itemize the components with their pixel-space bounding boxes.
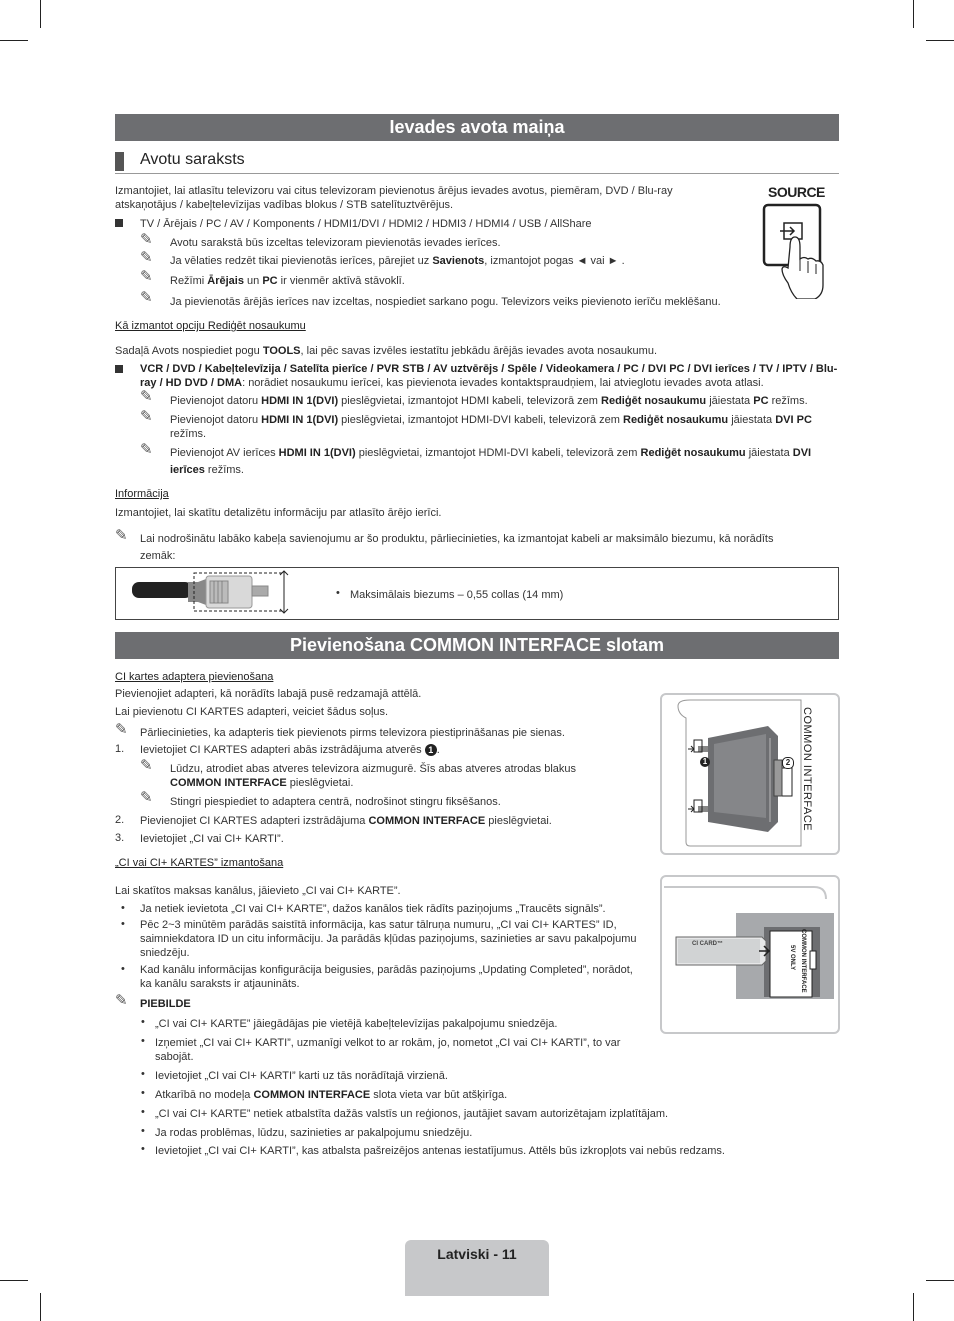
- piebilde-4: Atkarībā no modeļa COMMON INTERFACE slota vieta var būt atšķirīga.: [155, 1089, 508, 1101]
- piebilde-1: „CI vai CI+ KARTE” jāiegādājas pie vietējā kabeļtelevīzijas pakalpojumu sniedzēja.: [155, 1018, 558, 1030]
- bullet-dot: •: [121, 902, 125, 914]
- edit-note-av: Pievienojot AV ierīces HDMI IN 1(DVI) pieslēgvietai, izmantojot HDMI-DVI kabeli, televizorā zem Rediģēt nosaukumu jāiestata DVI: [170, 447, 812, 459]
- subsection-source-list: [115, 149, 839, 174]
- note-icon: ✎: [140, 757, 153, 774]
- ci-bullet-1: Ja netiek ievietota „CI vai CI+ KARTE”, dažos kanālos tiek rādīts paziņojums „Traucēts signāls”.: [140, 903, 606, 915]
- intro-line-1: Izmantojiet, lai atlasītu televizoru vai citus televizoram pievienotus ārējus ievades avotus, piemēram, DVD / Blu-ray: [115, 185, 673, 197]
- note-icon: ✎: [115, 992, 128, 1009]
- bullet-dot: •: [121, 918, 125, 930]
- step-1: Ievietojiet CI KARTES adapteri abās izstrādājuma atverēs 1 .: [140, 744, 440, 756]
- bullet-dot: •: [121, 963, 125, 975]
- source-label: SOURCE: [768, 184, 825, 200]
- note-icon: ✎: [140, 441, 153, 458]
- note-heading: PIEBILDE: [140, 998, 191, 1010]
- piebilde-7: Ievietojiet „CI vai CI+ KARTI”, kas atbalsta pašreizējos antenas iestatījumus. Attēls būs izkropļots vai nebūs redzams.: [155, 1145, 725, 1157]
- subsection-title: Avotu saraksts: [140, 151, 245, 168]
- edit-note-av-2: ierīces režīms.: [170, 464, 244, 476]
- page-footer-tab: [405, 1240, 549, 1296]
- page-number: Latviski - 11: [437, 1246, 517, 1262]
- ci-adapter-figure: [660, 693, 840, 855]
- bullet-dot: •: [336, 587, 340, 599]
- edit-note-dvi-pc-2: režīms.: [170, 428, 207, 440]
- ci-bullet-3-line-2: ka kanālu saraksts ir atjaunināts.: [140, 978, 300, 990]
- ci-adapter-illustration: [668, 698, 803, 848]
- note-icon: ✎: [140, 388, 153, 405]
- source-list: TV / Ārējais / PC / AV / Komponents / HDMI1/DVI / HDMI2 / HDMI3 / HDMI4 / USB / AllShare: [140, 218, 592, 230]
- piebilde-5: „CI vai CI+ KARTE” netiek atbalstīta dažās valstīs un reģionos, jautājiet savam autorizētajam izplatītājam.: [155, 1108, 669, 1120]
- circle-two-icon: 2: [782, 757, 794, 769]
- bullet-dot: •: [141, 1068, 145, 1080]
- note-icon: ✎: [140, 249, 153, 266]
- edit-note-dvi-pc: Pievienojot datoru HDMI IN 1(DVI) pieslēgvietai, izmantojot HDMI-DVI kabeli, televizorā zem Rediģēt nosaukumu jāiestata DVI PC: [170, 414, 812, 426]
- note-connected: Ja vēlaties redzēt tikai pievienotās ierīces, pārejiet uz Savienots, izmantojot pogas ◄ vai ► .: [170, 255, 625, 267]
- step-number: 3.: [115, 832, 125, 844]
- note-icon: ✎: [115, 721, 128, 738]
- note-icon: ✎: [140, 231, 153, 248]
- ci-card-illustration: [664, 879, 834, 1029]
- edit-list-line-2: ray / HD DVD / DMA: norādiet nosaukumu ierīcei, kas pievienota ievades kontaktspraudņiem, lai atvieglotu ievades avota atlasi.: [140, 377, 764, 389]
- edit-list-line-1: VCR / DVD / Kabeļtelevīzija / Satelīta pierīce / PVR STB / AV uztvērējs / Spēle / Videokamera / PC / DVI PC / DVI ierīces / TV / IPTV / Blu-: [140, 363, 838, 375]
- cable-max-thickness: Maksimālais biezums – 0,55 collas (14 mm): [350, 589, 564, 601]
- intro-line-2: atskaņotājus / kabeļtelevīzijas vadības blokus / STB satelītuztvērējus.: [115, 199, 454, 211]
- 5v-only-label: 5V ONLY: [789, 945, 795, 971]
- ci-adapter-line-2: Lai pievienotu CI KARTES adapteri, veiciet šādus soļus.: [115, 706, 389, 718]
- note-icon: ✎: [140, 789, 153, 806]
- section-title-common-interface: Pievienošana COMMON INTERFACE slotam: [115, 632, 839, 659]
- bullet-dot: •: [141, 1143, 145, 1155]
- note-icon: ✎: [115, 527, 128, 544]
- bullet-dot: •: [141, 1087, 145, 1099]
- info-text: Izmantojiet, lai skatītu detalizētu informāciju par atlasīto ārējo ierīci.: [115, 507, 442, 519]
- step-1-note-2: Stingri piespiediet to adaptera centrā, nodrošinot stingru fiksēšanos.: [170, 796, 501, 808]
- square-bullet: [115, 219, 123, 227]
- note-icon: ✎: [140, 289, 153, 306]
- step-2: Pievienojiet CI KARTES adapteri izstrādājuma COMMON INTERFACE pieslēgvietai.: [140, 815, 552, 827]
- bullet-dot: •: [141, 1016, 145, 1028]
- note-icon: ✎: [140, 268, 153, 285]
- ci-bullet-2-line-3: sniedzēju.: [140, 947, 190, 959]
- step-3: Ievietojiet „CI vai CI+ KARTI”.: [140, 833, 284, 845]
- circle-one-icon: 1: [425, 744, 437, 756]
- common-interface-slot-label: COMMON INTERFACE: [800, 929, 806, 993]
- ci-adapter-note: Pārliecinieties, ka adapteris tiek pievienots pirms televizora piestiprināšanas pie sienas.: [140, 727, 565, 739]
- note-highlighted: Avotu sarakstā būs izceltas televizoram pievienotās ievades ierīces.: [170, 237, 501, 249]
- piebilde-2-line-1: Izņemiet „CI vai CI+ KARTI”, uzmanīgi velkot to ar rokām, jo, nometot „CI vai CI+ KARTI”, to var: [155, 1037, 621, 1049]
- ci-card-label: CI CARD™: [692, 941, 723, 947]
- bullet-dot: •: [141, 1035, 145, 1047]
- hdmi-cable-icon: [130, 568, 305, 617]
- note-icon: ✎: [140, 408, 153, 425]
- cable-thickness-box: [115, 567, 839, 620]
- bullet-dot: •: [141, 1106, 145, 1118]
- edit-name-intro: Sadaļā Avots nospiediet pogu TOOLS, lai pēc savas izvēles iestatītu jebkādu ārējās ievades avota nosaukumu.: [115, 345, 657, 357]
- square-bullet: [115, 365, 123, 373]
- bullet-dot: •: [141, 1125, 145, 1137]
- piebilde-6: Ja rodas problēmas, lūdzu, sazinieties ar pakalpojumu sniedzēju.: [155, 1127, 473, 1139]
- piebilde-3: Ievietojiet „CI vai CI+ KARTI” karti uz tās norādītajā virzienā.: [155, 1070, 448, 1082]
- edit-name-heading: Kā izmantot opciju Rediģēt nosaukumu: [115, 320, 306, 332]
- hand-pressing-button-icon: [760, 203, 830, 299]
- note-red-button: Ja pievienotās ārējās ierīces nav izceltas, nospiediet sarkano pogu. Televizors veiks pievienoto ierīču meklēšanu.: [170, 296, 721, 308]
- source-button-illustration: [760, 184, 830, 299]
- cable-note-line-1: Lai nodrošinātu labāko kabeļa savienojumu ar šo produktu, pārliecinieties, ka izmantojat kabeli ar maksimālo biezumu, kā norādīts: [140, 533, 774, 545]
- step-number: 1.: [115, 743, 125, 755]
- piebilde-2-line-2: sabojāt.: [155, 1051, 194, 1063]
- section-title-input-source: Ievades avota maiņa: [115, 114, 839, 141]
- ci-card-figure: [660, 875, 840, 1034]
- step-number: 2.: [115, 814, 125, 826]
- edit-note-hdmi: Pievienojot datoru HDMI IN 1(DVI) pieslēgvietai, izmantojot HDMI kabeli, televizorā zem Rediģēt nosaukumu jāiestata PC režīms.: [170, 395, 808, 407]
- ci-card-heading: „CI vai CI+ KARTES” izmantošana: [115, 857, 284, 869]
- heading-marker: [115, 152, 124, 171]
- ci-adapter-heading: CI kartes adaptera pievienošana: [115, 671, 274, 683]
- ci-card-intro: Lai skatītos maksas kanālus, jāievieto „CI vai CI+ KARTE”.: [115, 885, 401, 897]
- info-heading: Informācija: [115, 488, 169, 500]
- ci-bullet-2-line-1: Pēc 2~3 minūtēm parādās saistītā informācija, kas satur tālruņa numuru, „CI vai CI+ KARTES” ID,: [140, 919, 617, 931]
- cable-note-line-2: zemāk:: [140, 550, 176, 562]
- ci-bullet-3-line-1: Kad kanālu informācijas konfigurācija beigusies, parādās paziņojums „Updating Completed”, norādot,: [140, 964, 633, 976]
- note-modes: Režīmi Ārējais un PC ir vienmēr aktīvā stāvoklī.: [170, 275, 405, 287]
- ci-adapter-line-1: Pievienojiet adapteri, kā norādīts labajā pusē redzamajā attēlā.: [115, 688, 422, 700]
- circle-one-icon: 1: [700, 757, 710, 767]
- common-interface-label: COMMON INTERFACE: [801, 707, 813, 832]
- step-1-note-1: Lūdzu, atrodiet abas atveres televizora aizmugurē. Šīs abas atveres atrodas blakus: [170, 763, 577, 775]
- step-1-note-1b: COMMON INTERFACE pieslēgvietai.: [170, 777, 354, 789]
- ci-bullet-2-line-2: saimniekdatora ID un citu informāciju. Ja parādās kļūdas paziņojums, sazinieties ar savu pakalpojumu: [140, 933, 637, 945]
